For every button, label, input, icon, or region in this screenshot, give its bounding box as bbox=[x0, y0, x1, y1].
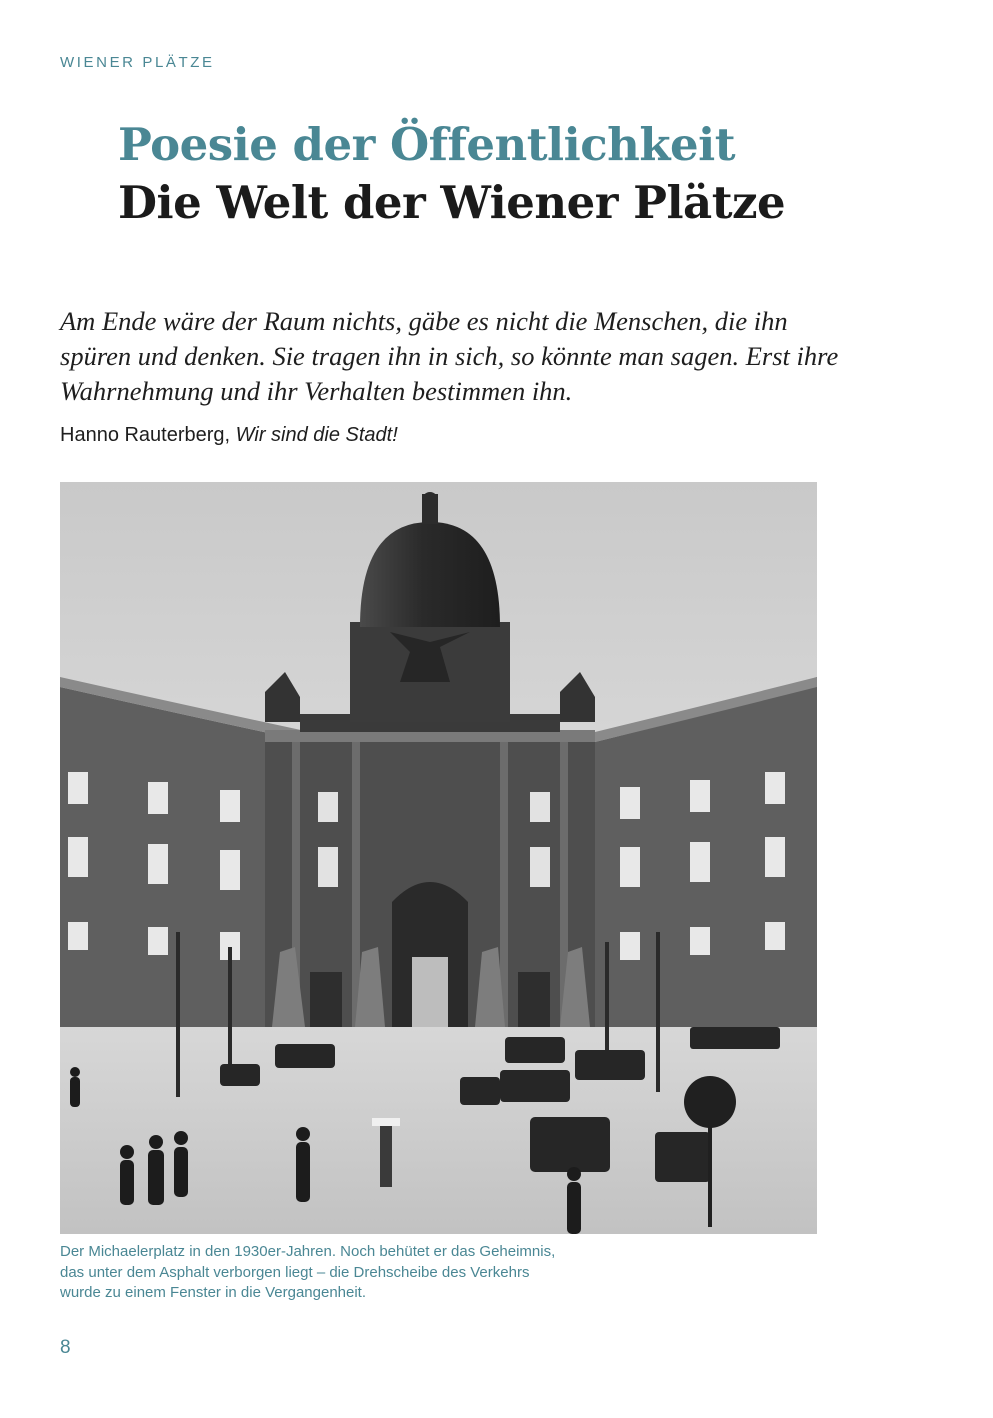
caption-line-3: wurde zu einem Fenster in die Vergangenheit. bbox=[60, 1284, 367, 1301]
quote-attribution bbox=[60, 424, 398, 447]
running-head: WIENER PLÄTZE bbox=[60, 54, 215, 71]
quote-author: Hanno Rauterberg, bbox=[60, 424, 231, 446]
photo-caption bbox=[60, 1242, 700, 1304]
epigraph-quote: Am Ende wäre der Raum nichts, gäbe es nicht die Menschen, die ihn spüren und denken. Sie tragen ihn in sich, so könnte man sagen. Erst ihre Wahrnehmung und ihr Verhalten bestimmen ihn. bbox=[60, 306, 839, 406]
title-block bbox=[118, 116, 785, 232]
title-line-1: Poesie der Öffentlichkeit bbox=[118, 118, 736, 171]
caption-line-1: Der Michaelerplatz in den 1930er-Jahren. Noch behütet er das Geheimnis, bbox=[60, 1243, 556, 1260]
michaelerplatz-photo bbox=[60, 482, 817, 1234]
photo-illustration bbox=[60, 482, 817, 1234]
caption-line-2: das unter dem Asphalt verborgen liegt – die Drehscheibe des Verkehrs bbox=[60, 1263, 530, 1281]
quote-book-title: Wir sind die Stadt! bbox=[235, 424, 398, 446]
title-line-2: Die Welt der Wiener Plätze bbox=[118, 176, 786, 229]
page-number: 8 bbox=[60, 1337, 71, 1358]
